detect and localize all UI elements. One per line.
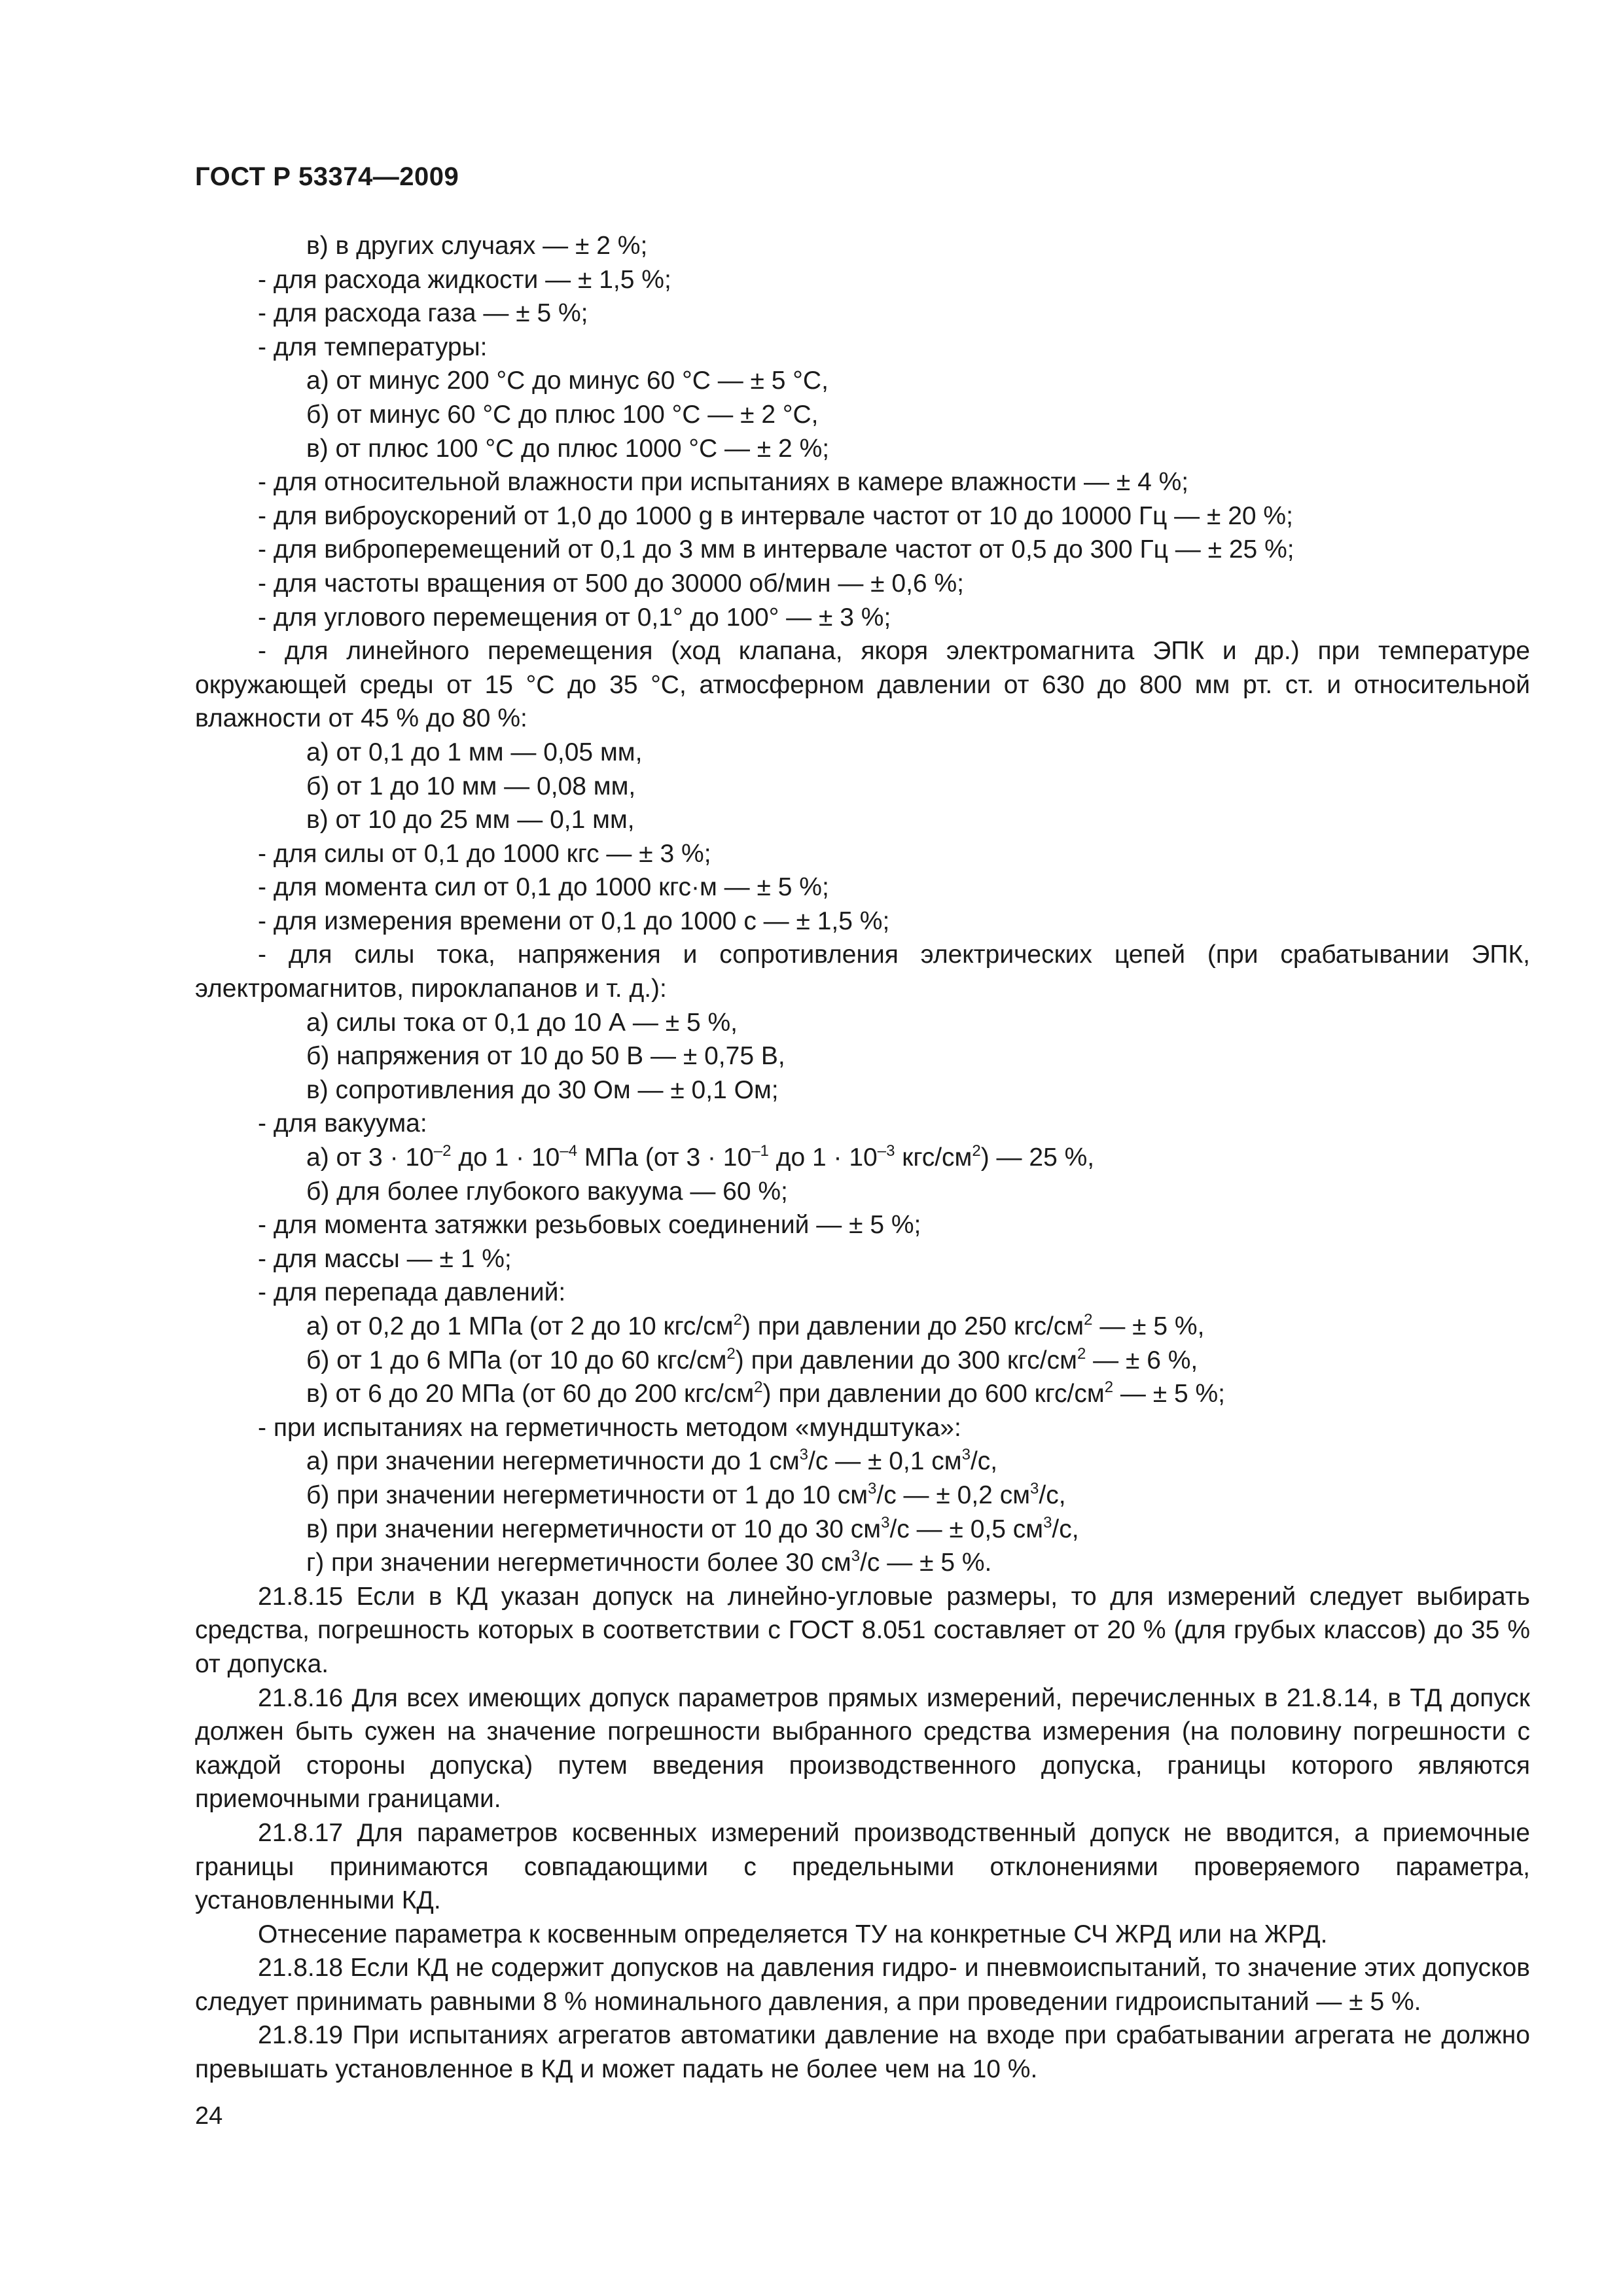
list-item: - для расхода газа — ± 5 %; — [258, 299, 588, 328]
list-item: б) от 1 до 6 МПа (от 10 до 60 кгс/$см^2$) при давлении до 300 кгс/$см^2$ — ± 6 %, — [306, 1344, 1198, 1374]
paragraph: 21.8.17 Для параметров косвенных измерений производственный допуск не вводится, а приемочные границы принимаются совпадающими с предельными отклонениями проверяемого параметра, установленными КД. — [195, 1818, 1530, 1915]
paragraph: 21.8.19 При испытаниях агрегатов автоматики давление на входе при срабатывании агрегата не должно превышать установленное в КД и может падать не более чем на 10 %. — [195, 2021, 1530, 2084]
paragraph: 21.8.15 Если в КД указан допуск на линейно-угловые размеры, то для измерений следует выбирать средства, погрешность которых в соответствии с ГОСТ 8.051 составляет от 20 % (для грубых классов) до 35 % от допуска. — [195, 1582, 1530, 1678]
list-item: г) при значении негерметичности более 30 $см^3/с$ — ± 5 %. — [306, 1547, 992, 1577]
list-item: в) при значении негерметичности от 10 до 30 $см^3/с$ — ± 0,5 $см^3/с$, — [306, 1513, 1079, 1543]
list-item: - при испытаниях на герметичность методом «мундштука»: — [258, 1413, 961, 1442]
list-item: - для виброперемещений от 0,1 до 3 мм в интервале частот от 0,5 до 300 Гц — ± 25 %; — [258, 535, 1294, 564]
document-header: ГОСТ Р 53374—2009 — [195, 162, 459, 191]
paragraph: Отнесение параметра к косвенным определяется ТУ на конкретные СЧ ЖРД или на ЖРД. — [258, 1920, 1328, 1948]
list-item: - для силы от 0,1 до 1000 кгс — ± 3 %; — [258, 839, 711, 868]
list-item: б) от 1 до 10 мм — 0,08 мм, — [306, 772, 636, 800]
list-item: а) при значении негерметичности до 1 $см^3/с$ — ± 0,1 $см^3/с$, — [306, 1446, 998, 1476]
list-item: а) от 0,2 до 1 МПа (от 2 до 10 кгс/$см^2$) при давлении до 250 кгс/$см^2$ — ± 5 %, — [306, 1311, 1205, 1340]
list-item: а) от минус 200 °С до минус 60 °С — ± 5 °С, — [306, 367, 829, 395]
list-item: - для расхода жидкости — ± 1,5 %; — [258, 265, 671, 294]
list-item: в) от 10 до 25 мм — 0,1 мм, — [306, 806, 635, 834]
list-item: в) от плюс 100 °С до плюс 1000 °С — ± 2 %; — [306, 434, 830, 463]
list-item: - для момента затяжки резьбовых соединений — ± 5 %; — [258, 1211, 921, 1240]
list-item: - для измерения времени от 0,1 до 1000 с — ± 1,5 %; — [258, 906, 890, 935]
paragraph: - для линейного перемещения (ход клапана, якоря электромагнита ЭПК и др.) при температуре окружающей среды от 15 °С до 35 °С, атмосферном давлении от 630 до 800 мм рт. ст. и относительной влажности от 45 % до 80 %: — [195, 637, 1530, 733]
paragraph: 21.8.16 Для всех имеющих допуск параметров прямых измерений, перечисленных в 21.8.14, в ТД допуск должен быть сужен на значение погрешности выбранного средства измерения (на половину погрешности с каждой стороны допуска) путем введения производственного допуска, границы которого являются приемочными границами. — [195, 1683, 1530, 1814]
list-item: - для частоты вращения от 500 до 30000 об/мин — ± 0,6 %; — [258, 569, 964, 598]
list-item: - для перепада давлений: — [258, 1278, 566, 1307]
list-item: - для массы — ± 1 %; — [258, 1244, 512, 1273]
list-item: б) напряжения от 10 до 50 В — ± 0,75 В, — [306, 1042, 785, 1071]
list-item: а) силы тока от 0,1 до 10 А — ± 5 %, — [306, 1008, 738, 1037]
list-item: - для относительной влажности при испытаниях в камере влажности — ± 4 %; — [258, 468, 1189, 497]
paragraph: - для силы тока, напряжения и сопротивления электрических цепей (при срабатывании ЭПК, электромагнитов, пироклапанов и т. д.): — [195, 941, 1530, 1003]
list-item: а) от 0,1 до 1 мм — 0,05 мм, — [306, 738, 643, 766]
list-item: - для момента сил от 0,1 до 1000 кгс·м — ± 5 %; — [258, 873, 829, 902]
list-item: - для углового перемещения от 0,1° до 100° — ± 3 %; — [258, 603, 891, 632]
list-item: в) в других случаях — ± 2 %; — [306, 232, 648, 260]
list-item: - для виброускорений от 1,0 до 1000 g в интервале частот от 10 до 10000 Гц — ± 20 %; — [258, 501, 1293, 530]
list-item: а) от $3 \cdot 10^{-2}$ до $1 \cdot 10^{-4}$ МПа (от $3 \cdot 10^{-1}$ до $1 \cdot 10^{-3}$ кгс/$см^2$) — 25 %, — [306, 1142, 1095, 1172]
list-item: - для температуры: — [258, 332, 488, 361]
list-item: в) сопротивления до 30 Ом — ± 0,1 Ом; — [306, 1075, 779, 1104]
paragraph: 21.8.18 Если КД не содержит допусков на давления гидро- и пневмоиспытаний, то значение этих допусков следует принимать равными 8 % номинального давления, а при проведении гидроиспытаний — ± 5 %. — [195, 1954, 1530, 2016]
list-item: б) при значении негерметичности от 1 до 10 $см^3/с$ — ± 0,2 $см^3/с$, — [306, 1479, 1066, 1509]
page-number: 24 — [195, 2102, 223, 2130]
document-body — [195, 229, 1530, 2087]
list-item: б) для более глубокого вакуума — 60 %; — [306, 1177, 788, 1206]
list-item: б) от минус 60 °С до плюс 100 °С — ± 2 °С, — [306, 400, 819, 429]
list-item: в) от 6 до 20 МПа (от 60 до 200 кгс/$см^2$) при давлении до 600 кгс/$см^2$ — ± 5 %; — [306, 1378, 1225, 1408]
list-item: - для вакуума: — [258, 1109, 427, 1138]
